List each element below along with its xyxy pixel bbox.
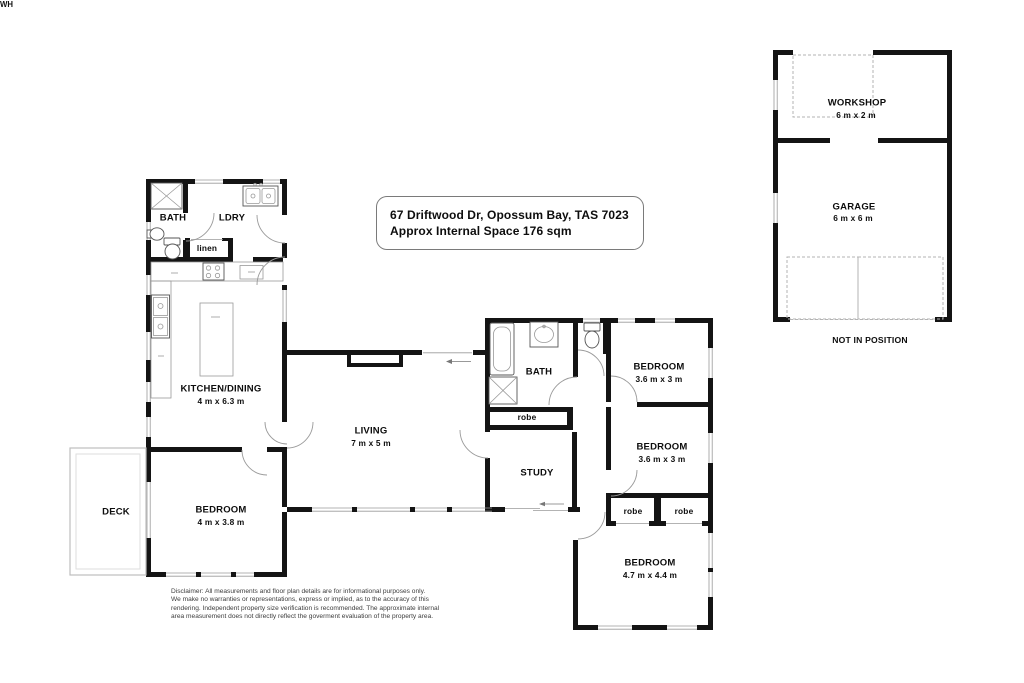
car-space-1 <box>787 257 858 319</box>
room-label-bedroom4: BEDROOM <box>624 557 676 569</box>
room-label-bedroom3: BEDROOM <box>636 441 688 453</box>
disclaimer-text <box>171 588 439 621</box>
room-label-bedroom1: BEDROOM <box>195 504 247 516</box>
room-dims-bedroom3: 3.6 m x 3 m <box>638 454 686 464</box>
not-in-position-label: NOT IN POSITION <box>832 335 908 345</box>
disclaimer-line: rendering. Independent property size verification is recommended. The approximate internal <box>171 604 440 612</box>
room-label-deck: DECK <box>102 506 130 518</box>
room-label-living: LIVING <box>354 425 388 437</box>
study-arrow-head <box>539 502 545 506</box>
room-label-bedroom2: BEDROOM <box>633 361 685 373</box>
basin1-icon <box>147 228 164 240</box>
room-label-wh: WH <box>0 0 13 9</box>
shower1-icon <box>151 183 182 209</box>
internal-space-line: Approx Internal Space 176 sqm <box>390 224 572 238</box>
room-label-bath1: BATH <box>159 212 187 224</box>
entry-arrow-head <box>446 359 452 364</box>
kitchen-counter-top <box>151 262 283 281</box>
bedroom1-door-arc <box>242 450 267 475</box>
bedroom4-door-arc <box>578 512 605 539</box>
bathtub2-icon <box>490 323 514 375</box>
room-label-garage: GARAGE <box>832 201 876 213</box>
bath2-door-arc <box>549 377 577 405</box>
room-dims-bedroom4: 4.7 m x 4.4 m <box>622 570 678 580</box>
room-label-bath2: BATH <box>525 366 553 378</box>
room-label-kitchen: KITCHEN/DINING <box>180 383 262 395</box>
ldry-entry-door-arc <box>257 215 285 243</box>
room-dims-garage: 6 m x 6 m <box>833 213 873 223</box>
room-dims-bedroom1: 4 m x 3.8 m <box>197 517 245 527</box>
windows-layer <box>147 80 777 629</box>
living-door-arc <box>287 422 313 448</box>
room-dims-kitchen: 4 m x 6.3 m <box>197 396 245 406</box>
room-label-robe2: robe <box>623 506 643 516</box>
garage-dashed-layer <box>787 55 943 320</box>
bedroom3-door-arc <box>611 470 637 496</box>
kitchen-counter-left <box>151 281 171 398</box>
disclaimer-line: Disclaimer: All measurements and floor plan details are for informational purposes only. <box>171 588 426 595</box>
room-label-ldry: LDRY <box>218 212 246 224</box>
toilet1-icon <box>164 238 180 259</box>
room-label-study: STUDY <box>520 467 554 479</box>
laundry-tub-icon <box>243 183 278 206</box>
address-line: 67 Driftwood Dr, Opossum Bay, TAS 7023 <box>390 208 629 222</box>
room-label-linen: linen <box>196 243 218 253</box>
bath1-door-arc <box>186 213 214 241</box>
room-dims-living: 7 m x 5 m <box>351 438 391 448</box>
car-space-2 <box>858 257 943 319</box>
room-label-robe1: robe <box>517 412 537 422</box>
bedroom2-door-arc <box>611 376 637 402</box>
room-label-robe3: robe <box>674 506 694 516</box>
room-dims-bedroom2: 3.6 m x 3 m <box>635 374 683 384</box>
kitchen-island <box>200 303 233 376</box>
address-title-box <box>376 196 644 250</box>
study-door-arc <box>460 430 488 458</box>
disclaimer-line: We make no warranties or representations, express or implied, as to the accuracy of this <box>171 596 429 604</box>
kitchen-living-door-arc <box>265 422 287 444</box>
wc-door-arc <box>578 350 604 376</box>
room-dims-workshop: 6 m x 2 m <box>836 110 876 120</box>
toilet2-icon <box>584 323 600 348</box>
room-label-workshop: WORKSHOP <box>827 97 887 109</box>
openings-layer <box>191 240 702 524</box>
shower2-icon <box>489 377 517 404</box>
disclaimer-line: area measurement does not directly reflect the goverment evaluation of the property area. <box>171 612 434 620</box>
basin2-icon <box>530 322 558 347</box>
